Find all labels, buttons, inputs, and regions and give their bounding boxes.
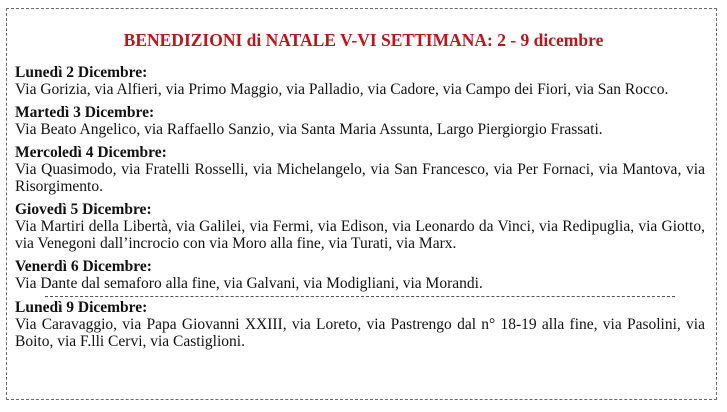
schedule-entry-thursday-5: [15, 201, 705, 252]
entry-day: Venerdì 6 Dicembre:: [15, 258, 152, 275]
entry-day: Mercoledì 4 Dicembre:: [15, 144, 167, 161]
schedule-entry-wednesday-4: [15, 144, 705, 195]
entry-streets: Via Caravaggio, via Papa Giovanni XXIII, via Loreto, via Pastrengo dal n° 18-19 alla fine, via Pasolini, via Boito, via F.lli Cervi, via Castiglioni.: [15, 316, 705, 350]
schedule-entry-friday-6: [15, 258, 705, 292]
entry-streets: Via Gorizia, via Alfieri, via Primo Maggio, via Palladio, via Cadore, via Campo dei Fiori, via San Rocco.: [15, 81, 669, 98]
document-title: BENEDIZIONI di NATALE V-VI SETTIMANA: 2 - 9 dicembre: [123, 30, 604, 50]
entry-streets: Via Martiri della Libertà, via Galilei, via Fermi, via Edison, via Leonardo da Vinci, via Redipuglia, via Giotto, via Venegoni dall’incrocio con via Moro alla fine, via Turati, via Marx.: [15, 218, 705, 252]
schedule-list: [15, 64, 705, 350]
entry-streets: Via Quasimodo, via Fratelli Rosselli, via Michelangelo, via San Francesco, via Per Fornaci, via Mantova, via Risorgimento.: [15, 161, 705, 195]
week-separator: [45, 296, 675, 297]
entry-streets: Via Beato Angelico, via Raffaello Sanzio, via Santa Maria Assunta, Largo Piergiorgio Frassati.: [15, 121, 603, 138]
entry-day: Lunedì 9 Dicembre:: [15, 299, 148, 316]
entry-day: Giovedì 5 Dicembre:: [15, 201, 152, 218]
entry-day: Lunedì 2 Dicembre:: [15, 64, 148, 81]
entry-streets: Via Dante dal semaforo alla fine, via Galvani, via Modigliani, via Morandi.: [15, 275, 483, 292]
schedule-entry-tuesday-3: [15, 104, 705, 138]
schedule-entry-monday-9: [15, 299, 705, 350]
schedule-entry-monday-2: [15, 64, 705, 98]
entry-day: Martedì 3 Dicembre:: [15, 104, 155, 121]
